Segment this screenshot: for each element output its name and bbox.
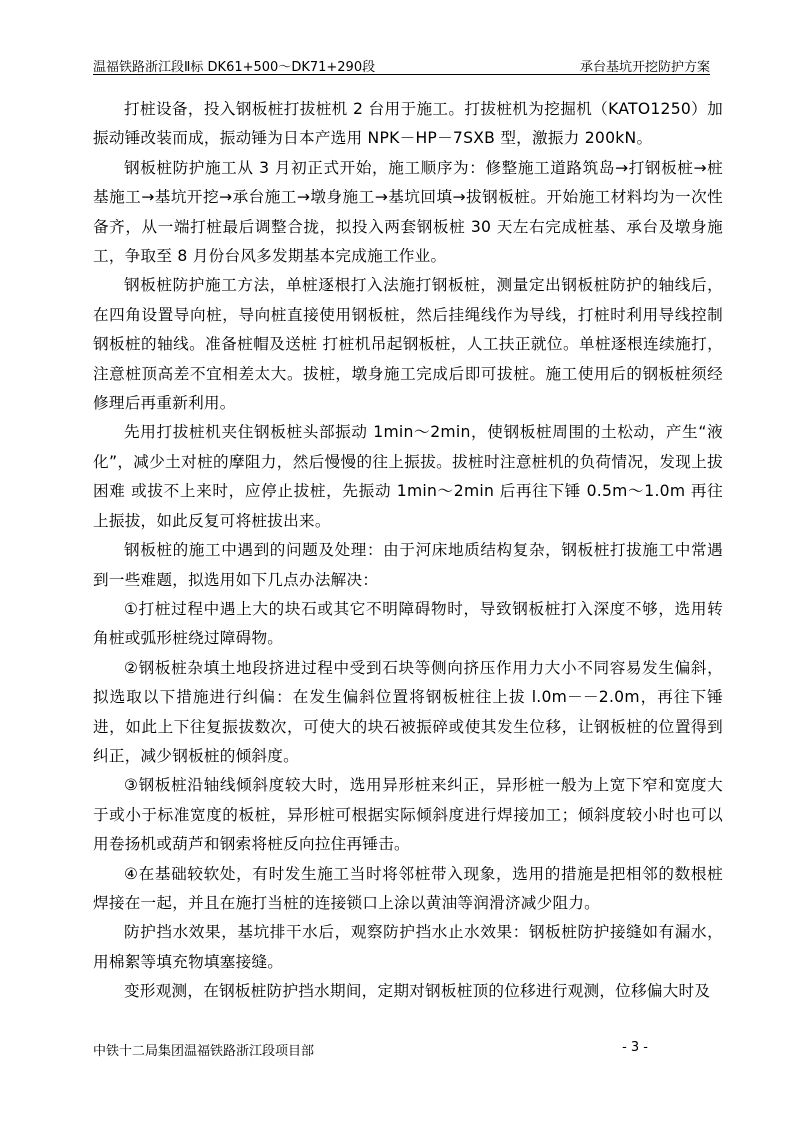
paragraph-item-2: ②钢板桩杂填土地段挤进过程中受到石块等侧向挤压作用力大小不同容易发生偏斜，拟选取以下措施进行纠偏：在发生偏斜位置将钢板桩往上拔 l.0m－－2.0m，再往下锤进，如此上下往复振拔数次，可使大的块石被振碎或使其发生位移，让钢板桩的位置得到纠正，减少钢板桩的倾斜度。	[93, 658, 723, 765]
paragraph-item-3: ③钢板桩沿轴线倾斜度较大时，选用异形桩来纠正，异形桩一般为上宽下窄和宽度大于或小于标准宽度的板桩，异形桩可根据实际倾斜度进行焊接加工；倾斜度较小时也可以用卷扬机或葫芦和钢索将桩反向拉住再锤击。	[93, 776, 723, 854]
paragraph-problems: 钢板桩的施工中遇到的问题及处理：由于河床地质结构复杂，钢板桩打拔施工中常遇到一些难题，拟选用如下几点办法解决：	[93, 541, 723, 589]
header-project-title: 温福铁路浙江段Ⅱ标 DK61+500～DK71+290段	[93, 60, 376, 75]
paragraph-method: 钢板桩防护施工方法，单桩逐根打入法施打钢板桩，测量定出钢板桩防护的轴线后，在四角设置导向桩，导向桩直接使用钢板桩，然后挂绳线作为导线，打桩时利用导线控制钢板桩的轴线。准备桩帽及送桩 打桩机吊起钢板桩，人工扶正就位。单桩逐根连续施打，注意桩顶高差不宜相差太大。拔桩，墩身施工完成后即可拔桩。施工使用后的钢板桩须经修理后再重新利用。	[93, 276, 723, 413]
paragraph-deformation: 变形观测，在钢板桩防护挡水期间，定期对钢板桩顶的位移进行观测，位移偏大时及	[124, 982, 711, 1001]
paragraph-equipment: 打桩设备，投入钢板桩打拔桩机 2 台用于施工。打拔桩机为挖掘机（KATO1250）加振动锤改装而成，振动锤为日本产选用 NPK－HP－7SXB 型，激振力 200kN。	[93, 100, 723, 148]
paragraph-item-1: ①打桩过程中遇上大的块石或其它不明障碍物时，导致钢板桩打入深度不够，选用转角桩或弧形桩绕过障碍物。	[93, 599, 723, 648]
footer-organization: 中铁十二局集团温福铁路浙江段项目部	[93, 1044, 315, 1059]
paragraph-schedule: 钢板桩防护施工从 3 月初正式开始，施工顺序为：修整施工道路筑岛→打钢板桩→桩基施工→基坑开挖→承台施工→墩身施工→基坑回填→拔钢板桩。开始施工材料均为一次性备齐，从一端打桩最后调整合拢，拟投入两套钢板桩 30 天左右完成桩基、承台及墩身施工，争取至 8 月份台风多发期基本完成施工作业。	[93, 158, 723, 266]
paragraph-waterproofing: 防护挡水效果，基坑排干水后，观察防护挡水止水效果：钢板桩防护接缝如有漏水，用棉絮等填充物填塞接缝。	[93, 923, 723, 971]
document-body	[93, 95, 723, 1007]
page-header	[93, 52, 710, 75]
header-document-title: 承台基坑开挖防护方案	[579, 60, 710, 75]
paragraph-extraction: 先用打拔桩机夹住钢板桩头部振动 1min～2min，使钢板桩周围的土松动，产生“液化”，减少土对桩的摩阻力，然后慢慢的往上振拔。拔桩时注意桩机的负荷情况，发现上拔困难 或拔不上来时，应停止拔桩，先振动 1min～2min 后再往下锤 0.5m～1.0m 再往上振拔，如此反复可将桩拔出来。	[93, 423, 723, 530]
paragraph-item-4: ④在基础较软处，有时发生施工当时将邻桩带入现象，选用的措施是把相邻的数根桩焊接在一起，并且在施打当桩的连接锁口上涂以黄油等润滑济减少阻力。	[93, 864, 723, 912]
page-number: - 3 -	[622, 1040, 648, 1055]
